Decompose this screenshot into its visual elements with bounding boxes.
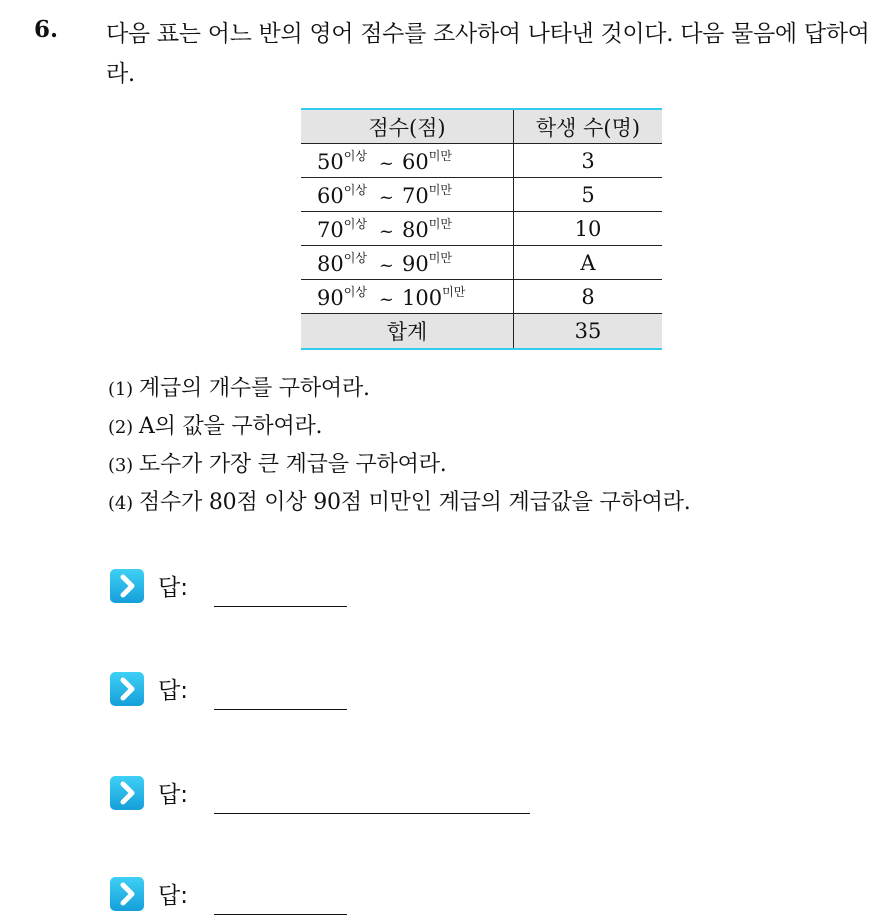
total-label: 합계	[301, 314, 514, 350]
score-range	[301, 178, 514, 212]
sub-question-number: (2)	[108, 417, 133, 438]
tilde: ~	[378, 289, 395, 310]
table-row	[301, 144, 662, 178]
range-from: 90	[317, 286, 344, 310]
tilde: ~	[378, 187, 395, 208]
lower-mark: 이상	[343, 285, 367, 299]
sub-question-list	[108, 370, 691, 522]
upper-mark: 미만	[428, 217, 452, 231]
table-total-row	[301, 314, 662, 350]
chevron-right-icon	[110, 569, 144, 603]
range-to: 100	[402, 286, 443, 310]
answer-blank-1[interactable]	[214, 606, 347, 607]
header-score: 점수(점)	[301, 109, 514, 144]
sub-question-number: (1)	[108, 379, 133, 400]
chevron-right-icon	[110, 672, 144, 706]
sub-question-number: (3)	[108, 455, 133, 476]
table-row	[301, 178, 662, 212]
sub-question-text: 도수가 가장 큰 계급을 구하여라.	[138, 452, 447, 477]
upper-mark: 미만	[428, 149, 452, 163]
upper-mark: 미만	[428, 183, 452, 197]
upper-mark: 미만	[428, 251, 452, 265]
score-range	[301, 144, 514, 178]
lower-mark: 이상	[343, 251, 367, 265]
lower-mark: 이상	[343, 183, 367, 197]
sub-question	[108, 370, 691, 408]
score-range	[301, 280, 514, 314]
student-count: 10	[514, 212, 663, 246]
sub-question-text: 점수가 80점 이상 90점 미만인 계급의 계급값을 구하여라.	[138, 490, 691, 515]
answer-blank-4[interactable]	[214, 914, 347, 915]
range-to: 80	[402, 218, 429, 242]
range-from: 60	[317, 184, 344, 208]
student-count: 8	[514, 280, 663, 314]
chevron-right-icon	[110, 776, 144, 810]
range-from: 70	[317, 218, 344, 242]
lower-mark: 이상	[343, 149, 367, 163]
sub-question-text: 계급의 개수를 구하여라.	[138, 376, 370, 401]
student-count: 3	[514, 144, 663, 178]
range-to: 70	[402, 184, 429, 208]
answer-blank-3[interactable]	[214, 813, 530, 814]
score-range	[301, 246, 514, 280]
answer-blank-2[interactable]	[214, 709, 347, 710]
answer-label: 답:	[158, 782, 188, 808]
header-students: 학생 수(명)	[514, 109, 663, 144]
lower-mark: 이상	[343, 217, 367, 231]
student-count: A	[514, 246, 663, 280]
frequency-table	[301, 108, 662, 350]
total-value: 35	[514, 314, 663, 350]
range-from: 80	[317, 252, 344, 276]
upper-mark: 미만	[442, 285, 466, 299]
table-header-row	[301, 109, 662, 144]
range-to: 90	[402, 252, 429, 276]
range-from: 50	[317, 150, 344, 174]
sub-question	[108, 408, 691, 446]
sub-question	[108, 484, 691, 522]
table-row	[301, 246, 662, 280]
answer-label: 답:	[158, 575, 188, 601]
tilde: ~	[378, 221, 395, 242]
question-text: 다음 표는 어느 반의 영어 점수를 조사하여 나타낸 것이다. 다음 물음에 답하여라.	[106, 21, 870, 87]
answer-label: 답:	[158, 678, 188, 704]
sub-question-text: A의 값을 구하여라.	[138, 414, 323, 439]
answer-label: 답:	[158, 883, 188, 909]
table-row	[301, 280, 662, 314]
table-row	[301, 212, 662, 246]
tilde: ~	[378, 255, 395, 276]
chevron-right-icon	[110, 877, 144, 911]
sub-question	[108, 446, 691, 484]
score-range	[301, 212, 514, 246]
sub-question-number: (4)	[108, 493, 133, 514]
range-to: 60	[402, 150, 429, 174]
problem-number: 6.	[34, 16, 59, 43]
tilde: ~	[378, 153, 395, 174]
student-count: 5	[514, 178, 663, 212]
